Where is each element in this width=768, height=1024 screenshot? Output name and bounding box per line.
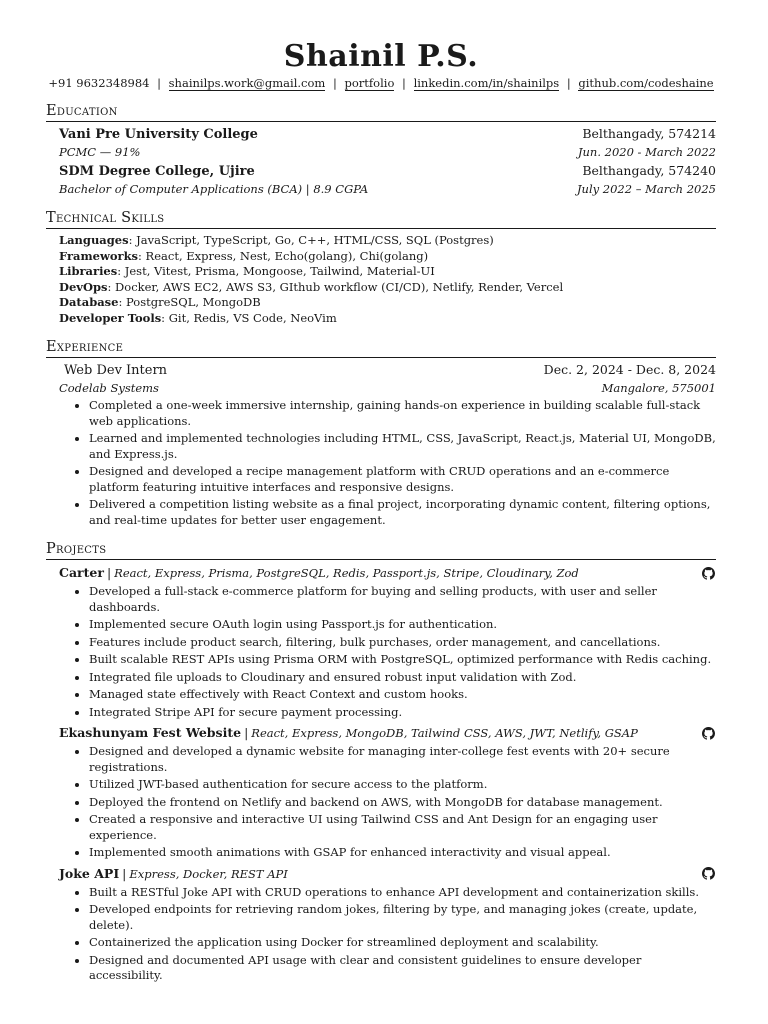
bullet-item: • Deployed the frontend on Netlify and backend on AWS, with MongoDB for database management. — [89, 795, 716, 811]
skill-label: Database — [59, 295, 119, 309]
skill-row — [59, 264, 716, 280]
skill-row — [59, 311, 716, 327]
project-title-line — [59, 865, 288, 883]
bullet-item: • Built a RESTful Joke API with CRUD operations to enhance API development and containerization skills. — [89, 885, 716, 901]
bullet-item: • Integrated Stripe API for secure payment processing. — [89, 705, 716, 721]
project-entry — [46, 865, 716, 984]
separator: | — [402, 76, 406, 90]
project-entry — [46, 724, 716, 861]
skill-value: : Docker, AWS EC2, AWS S3, GIthub workflow (CI/CD), Netlify, Render, Vercel — [107, 279, 564, 294]
bullet-item: • Developed a full-stack e-commerce platform for buying and selling products, with user and seller dashboards. — [89, 584, 716, 615]
bullet-item: • Utilized JWT-based authentication for secure access to the platform. — [89, 777, 716, 793]
education-detail-row — [59, 144, 716, 160]
education-entry — [46, 163, 716, 197]
project-name: Ekashunyam Fest Website — [59, 725, 242, 740]
education-entry — [46, 126, 716, 160]
project-title-line — [59, 564, 579, 582]
github-icon[interactable] — [702, 567, 715, 580]
degree: Bachelor of Computer Applications (BCA) | 8.9 CGPA — [59, 182, 369, 196]
education-dates: Jun. 2020 - March 2022 — [577, 145, 716, 159]
experience-detail-row — [59, 380, 716, 396]
github-icon[interactable] — [702, 867, 715, 880]
separator: | — [122, 865, 127, 881]
separator: | — [332, 76, 337, 90]
skill-value: : React, Express, Nest, Echo(golang), Chi(golang) — [138, 248, 429, 263]
contact-line — [46, 76, 716, 90]
project-tech: React, Express, MongoDB, Tailwind CSS, AWS, JWT, Netlify, GSAP — [251, 726, 638, 740]
bullet-item: • Designed and developed a dynamic website for managing inter-college fest events with 20+ secure registrations. — [89, 744, 716, 775]
experience-heading: Experience — [46, 338, 716, 358]
projects-heading: Projects — [46, 540, 716, 560]
project-bullets — [59, 584, 716, 720]
company-location: Mangalore, 575001 — [601, 381, 716, 395]
candidate-name: Shainil P.S. — [283, 39, 479, 74]
education-detail-row — [59, 181, 716, 197]
bullet-item: • Implemented secure OAuth login using Passport.js for authentication. — [89, 617, 716, 633]
phone-number: +91 9632348984 — [48, 76, 150, 90]
skills-heading: Technical Skills — [46, 209, 716, 229]
project-title-line — [59, 724, 638, 742]
bullet-item: • Designed and documented API usage with clear and consistent guidelines to ensure developer accessibility. — [89, 953, 716, 984]
bullet-item: • Designed and developed a recipe management platform with CRUD operations and an e-commerce platform featuring intuitive interfaces and responsive designs. — [89, 464, 716, 495]
experience-row — [64, 362, 716, 380]
skill-value: : JavaScript, TypeScript, Go, C++, HTML/CSS, SQL (Postgres) — [128, 233, 494, 247]
skill-row — [59, 295, 716, 311]
bullet-item: • Features include product search, filtering, bulk purchases, order management, and cancellations. — [89, 635, 716, 651]
linkedin-link[interactable]: linkedin.com/in/shainilps — [413, 76, 560, 90]
job-dates: Dec. 2, 2024 - Dec. 8, 2024 — [543, 362, 716, 377]
project-header — [59, 564, 716, 582]
project-entry — [46, 564, 716, 720]
bullet-item: • Built scalable REST APIs using Prisma ORM with PostgreSQL, optimized performance with Redis caching. — [89, 652, 716, 668]
experience-bullets — [64, 398, 716, 528]
project-bullets — [59, 744, 716, 861]
project-name: Carter — [59, 565, 104, 580]
bullet-item: • Managed state effectively with React Context and custom hooks. — [89, 687, 716, 703]
bullet-item: • Learned and implemented technologies including HTML, CSS, JavaScript, React.js, Material UI, MongoDB, and Express.js. — [89, 431, 716, 462]
education-heading: Education — [46, 102, 716, 122]
institution-name: SDM Degree College, Ujire — [59, 164, 255, 179]
skill-label: Frameworks — [59, 248, 139, 263]
project-header — [59, 724, 716, 742]
github-link[interactable]: github.com/codeshaine — [578, 76, 714, 90]
institution-name: Vani Pre University College — [59, 127, 258, 142]
separator: | — [566, 76, 571, 90]
email-link[interactable]: shainilps.work@gmail.com — [168, 76, 326, 90]
skill-row — [59, 233, 716, 249]
degree: PCMC — 91% — [59, 145, 141, 159]
skill-value: : Jest, Vitest, Prisma, Mongoose, Tailwind, Material-UI — [117, 264, 435, 278]
bullet-item: • Completed a one-week immersive internship, gaining hands-on experience in building scalable full-stack web applications. — [89, 398, 716, 429]
experience-entry — [46, 362, 716, 528]
experience-list — [46, 362, 716, 528]
skill-row — [59, 280, 716, 296]
github-icon[interactable] — [702, 727, 715, 740]
bullet-item: • Developed endpoints for retrieving random jokes, filtering by type, and managing jokes (create, update, delete). — [89, 902, 716, 933]
bullet-item: • Containerized the application using Docker for streamlined deployment and scalability. — [89, 935, 716, 951]
skills-list — [46, 233, 716, 326]
institution-location: Belthangady, 574214 — [582, 126, 716, 141]
portfolio-link[interactable]: portfolio — [344, 76, 395, 90]
bullet-item: • Integrated file uploads to Cloudinary and ensured robust input validation with Zod. — [89, 670, 716, 686]
skill-row — [59, 249, 716, 265]
education-row — [59, 126, 716, 144]
skill-label: Libraries — [59, 264, 118, 278]
education-row — [59, 163, 716, 181]
separator: | — [244, 725, 249, 740]
project-bullets — [59, 885, 716, 984]
bullet-item: • Created a responsive and interactive UI using Tailwind CSS and Ant Design for an engaging user experience. — [89, 812, 716, 843]
projects-list — [46, 564, 716, 984]
separator: | — [106, 565, 112, 580]
separator: | — [157, 76, 161, 90]
education-list — [46, 126, 716, 197]
skill-value: : PostgreSQL, MongoDB — [118, 295, 261, 309]
company-name: Codelab Systems — [59, 381, 159, 395]
skill-label: DevOps — [59, 279, 108, 294]
project-tech: React, Express, Prisma, PostgreSQL, Redis, Passport.js, Stripe, Cloudinary, Zod — [114, 566, 579, 580]
bullet-item: • Implemented smooth animations with GSAP for enhanced interactivity and visual appeal. — [89, 845, 716, 861]
skill-value: : Git, Redis, VS Code, NeoVim — [161, 310, 337, 325]
project-tech: Express, Docker, REST API — [129, 866, 288, 881]
education-dates: July 2022 – March 2025 — [576, 182, 716, 196]
institution-location: Belthangady, 574240 — [582, 163, 716, 178]
bullet-item: • Delivered a competition listing website as a final project, incorporating dynamic content, filtering options, and real-time updates for better user engagement. — [89, 497, 716, 528]
project-header — [59, 865, 716, 883]
job-title: Web Dev Intern — [64, 363, 168, 378]
skill-label: Developer Tools — [59, 310, 162, 325]
skill-label: Languages — [59, 233, 129, 247]
project-name: Joke API — [59, 865, 120, 881]
